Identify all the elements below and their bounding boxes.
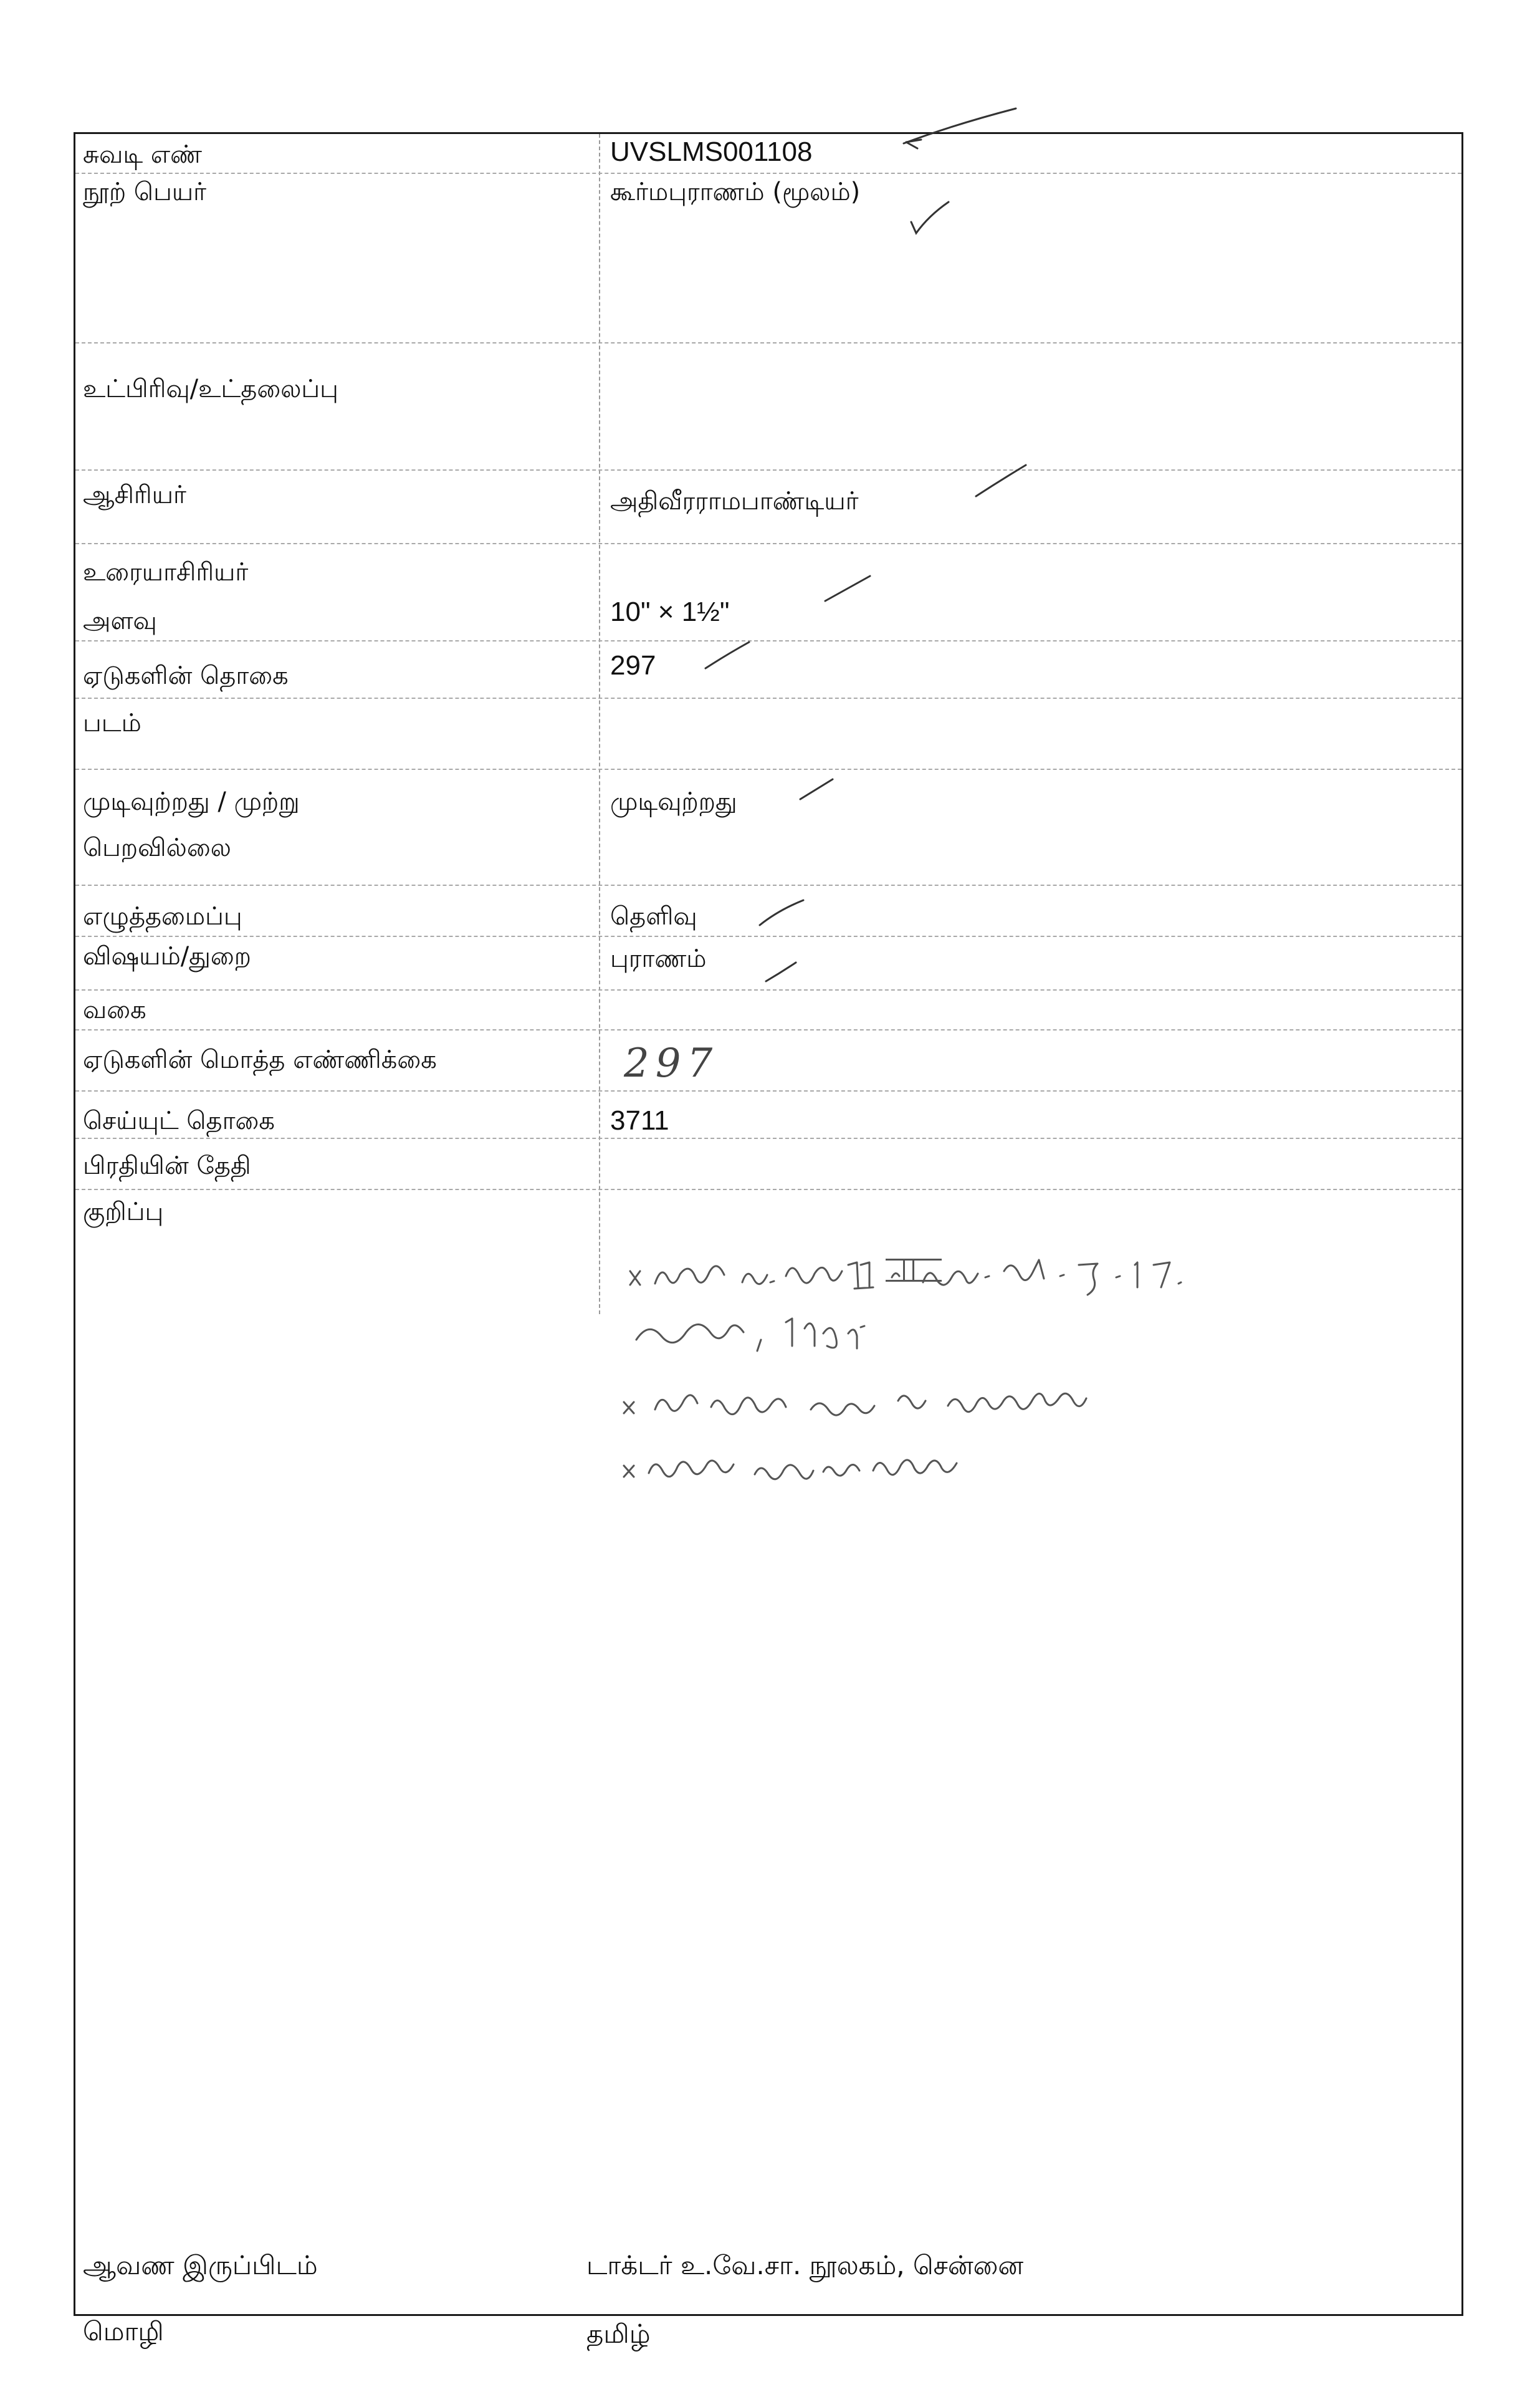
script-clarity-value: தெளிவு bbox=[610, 902, 697, 931]
language-value: தமிழ் bbox=[586, 2318, 651, 2349]
row-leaf-count bbox=[75, 641, 1461, 699]
completion-status-label-line2: பெறவில்லை bbox=[83, 833, 231, 862]
row-total-leaves bbox=[75, 1030, 1461, 1092]
author-value: அதிவீரராமபாண்டியர் bbox=[610, 487, 859, 516]
document-location-label: ஆவண இருப்பிடம் bbox=[83, 2250, 318, 2280]
leaf-count-value: 297 bbox=[610, 650, 656, 681]
row-author bbox=[75, 471, 1461, 544]
row-picture bbox=[75, 699, 1461, 770]
check-mark-subject bbox=[763, 960, 801, 985]
document-location-value: டாக்டர் உ.வே.சா. நூலகம், சென்னை bbox=[586, 2250, 1024, 2280]
row-language bbox=[75, 2316, 1461, 2350]
check-mark-title bbox=[909, 199, 952, 237]
row-verse-count bbox=[75, 1092, 1461, 1139]
row-size bbox=[75, 594, 1461, 641]
manuscript-number-label: சுவடி எண் bbox=[83, 140, 203, 169]
handwritten-notes bbox=[599, 1246, 1409, 1595]
type-label: வகை bbox=[83, 996, 146, 1024]
row-subdivision bbox=[75, 343, 1461, 471]
pencil-arrow-mark bbox=[897, 106, 1022, 156]
total-leaves-label: ஏடுகளின் மொத்த எண்ணிக்கை bbox=[83, 1045, 437, 1074]
size-label: அளவு bbox=[83, 607, 157, 635]
catalogue-record-sheet bbox=[74, 132, 1463, 2349]
book-title-label: நூற் பெயர் bbox=[83, 178, 207, 206]
row-document-location bbox=[75, 2250, 1461, 2284]
check-mark-leaf-count bbox=[703, 640, 753, 671]
verse-count-label: செய்யுட் தொகை bbox=[83, 1107, 275, 1135]
check-mark-author bbox=[972, 461, 1028, 499]
language-label: மொழி bbox=[83, 2316, 164, 2347]
commentator-label: உரையாசிரியர் bbox=[83, 558, 249, 587]
row-completion-status bbox=[75, 770, 1461, 886]
subdivision-label: உட்பிரிவு/உட்தலைப்பு bbox=[83, 375, 338, 403]
row-book-title bbox=[75, 174, 1461, 343]
script-clarity-label: எழுத்தமைப்பு bbox=[83, 902, 242, 931]
manuscript-number-value: UVSLMS001108 bbox=[610, 137, 813, 167]
row-notes bbox=[75, 1190, 1461, 2250]
verse-count-value: 3711 bbox=[610, 1105, 669, 1136]
row-type bbox=[75, 991, 1461, 1030]
check-mark-size bbox=[823, 572, 873, 603]
notes-label: குறிப்பு bbox=[83, 1198, 164, 1226]
completion-status-value: முடிவுற்றது bbox=[610, 787, 737, 816]
completion-status-label-line1: முடிவுற்றது / முற்று bbox=[83, 787, 300, 816]
copy-date-label: பிரதியின் தேதி bbox=[83, 1151, 251, 1180]
size-value: 10" × 1½" bbox=[610, 597, 730, 627]
row-commentator bbox=[75, 544, 1461, 594]
subject-label: விஷயம்/துறை bbox=[83, 942, 251, 971]
subject-value: புராணம் bbox=[610, 944, 707, 973]
author-label: ஆசிரியர் bbox=[83, 481, 186, 509]
check-mark-clarity bbox=[757, 898, 807, 929]
check-mark-completion bbox=[798, 777, 835, 802]
leaf-count-label: ஏடுகளின் தொகை bbox=[83, 661, 289, 690]
book-title-value: கூர்மபுராணம் (மூலம்) bbox=[610, 178, 861, 206]
total-leaves-handwritten-value: 297 bbox=[624, 1040, 719, 1087]
row-copy-date bbox=[75, 1139, 1461, 1190]
row-manuscript-number bbox=[75, 134, 1461, 174]
picture-label: படம் bbox=[83, 709, 141, 737]
